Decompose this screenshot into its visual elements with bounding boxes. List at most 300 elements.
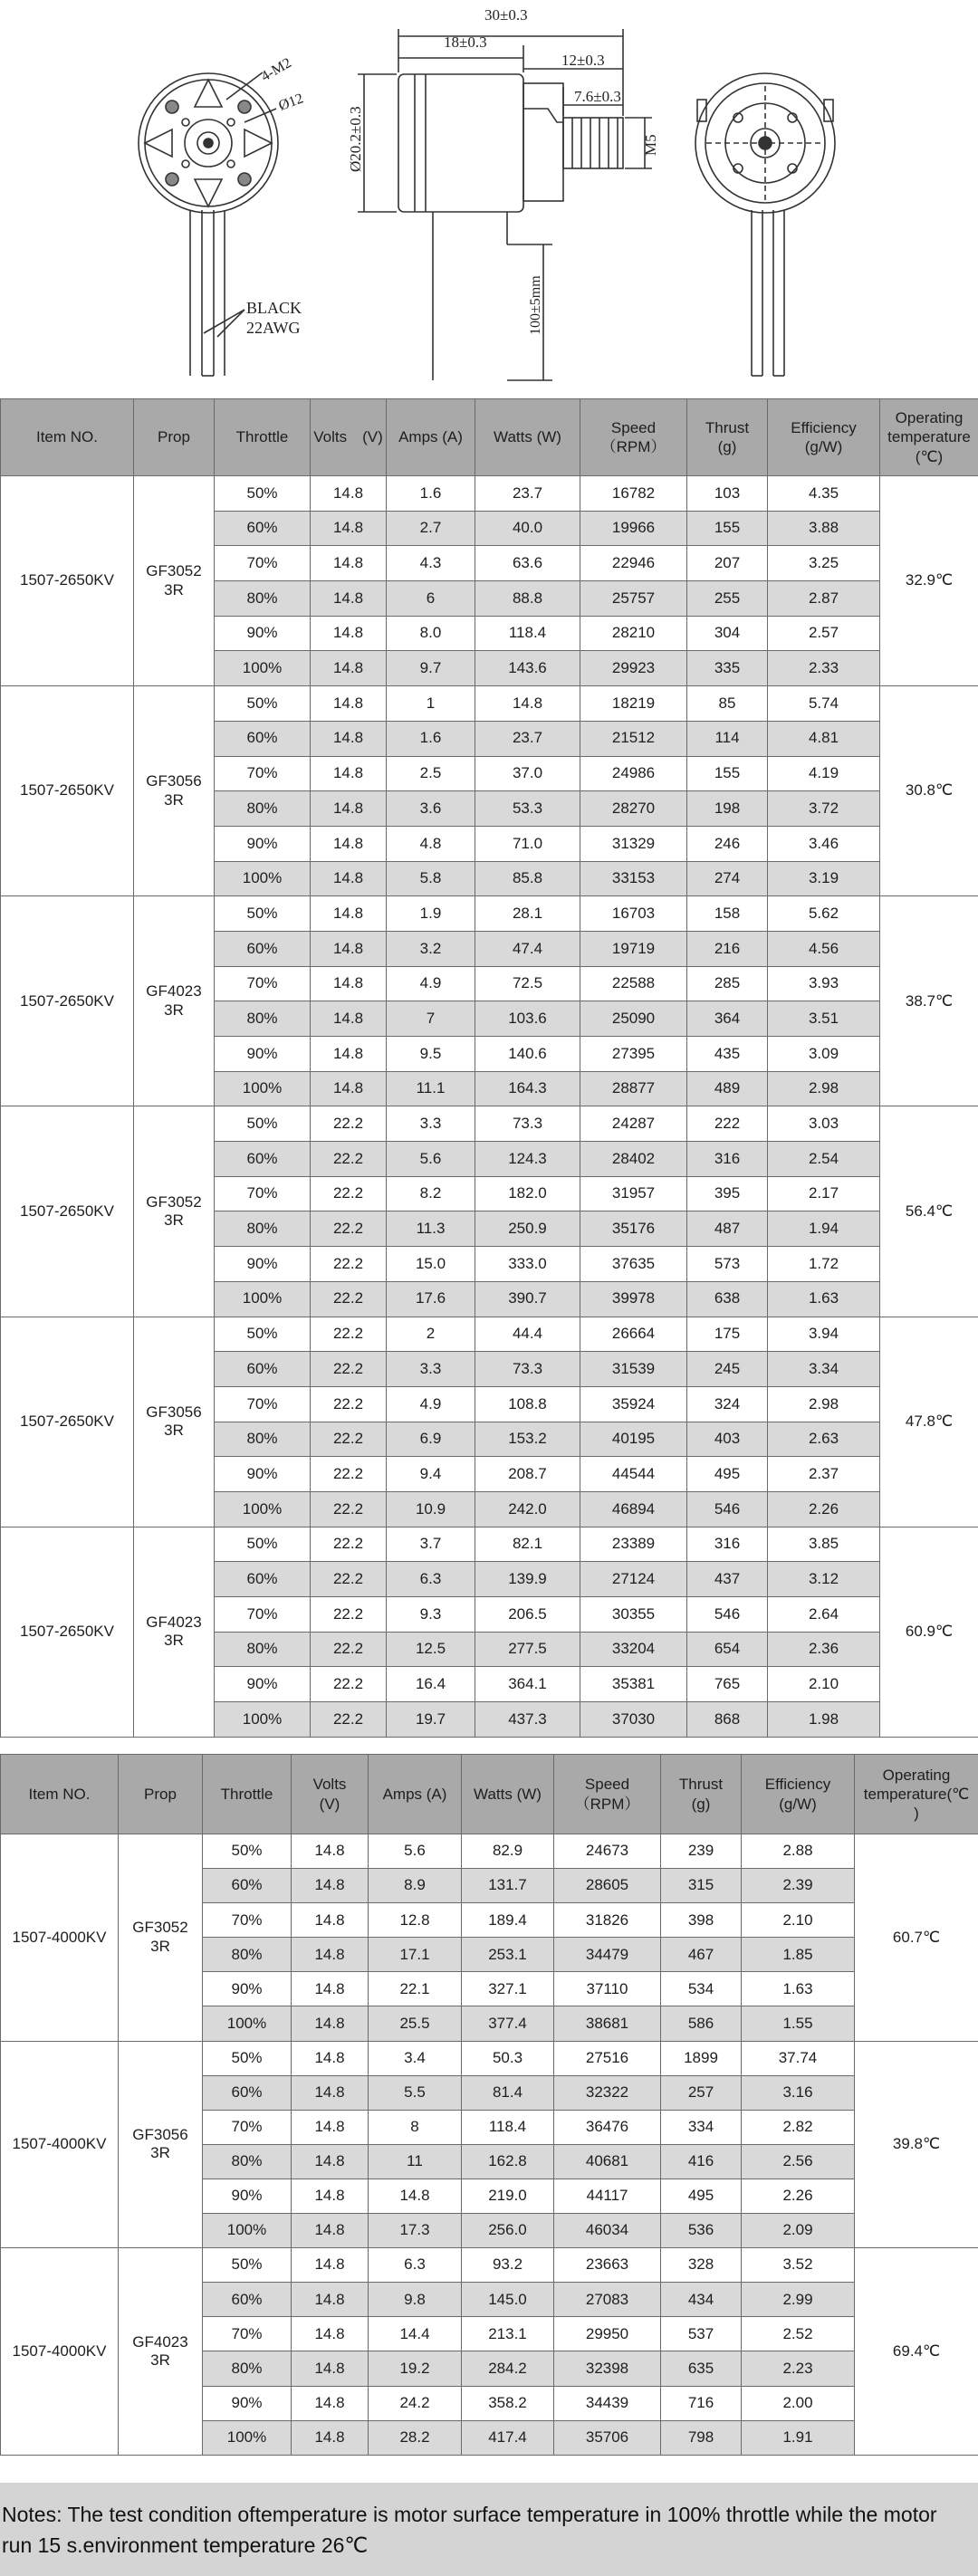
efficiency-cell: 2.10	[742, 1903, 855, 1938]
efficiency-cell: 5.74	[768, 686, 880, 722]
watts-cell: 44.4	[475, 1317, 580, 1352]
watts-cell: 277.5	[475, 1632, 580, 1667]
performance-table-2650kv	[0, 398, 978, 1738]
prop-cell: GF4023 3R	[134, 896, 215, 1106]
operating-temperature-cell: 47.8℃	[880, 1317, 978, 1527]
volts-cell: 22.2	[311, 1106, 387, 1142]
speed-cell: 28605	[554, 1869, 661, 1903]
watts-cell: 23.7	[475, 721, 580, 756]
watts-cell: 189.4	[462, 1903, 554, 1938]
watts-cell: 145.0	[462, 2283, 554, 2317]
throttle-cell: 80%	[215, 1632, 311, 1667]
column-header: Throttle	[215, 399, 311, 476]
watts-cell: 242.0	[475, 1491, 580, 1527]
thrust-cell: 487	[687, 1211, 768, 1247]
thrust-cell: 434	[661, 2283, 742, 2317]
volts-cell: 14.8	[292, 2248, 369, 2283]
efficiency-cell: 4.35	[768, 476, 880, 512]
thrust-cell: 416	[661, 2144, 742, 2179]
throttle-cell: 100%	[215, 1702, 311, 1738]
thrust-cell: 868	[687, 1702, 768, 1738]
amps-cell: 9.7	[387, 651, 475, 686]
amps-cell: 6	[387, 581, 475, 617]
amps-cell: 6.9	[387, 1422, 475, 1457]
amps-cell: 10.9	[387, 1491, 475, 1527]
throttle-cell: 90%	[203, 2386, 292, 2420]
dim-hole-circle-label: Ø12	[276, 91, 306, 114]
watts-cell: 37.0	[475, 756, 580, 791]
thrust-cell: 304	[687, 616, 768, 651]
table-row	[1, 1834, 978, 1869]
throttle-cell: 50%	[215, 1106, 311, 1142]
volts-cell: 14.8	[292, 2351, 369, 2386]
column-header: Thrust (g)	[661, 1755, 742, 1834]
table-row	[1, 896, 978, 932]
efficiency-cell: 2.64	[768, 1597, 880, 1633]
throttle-cell: 80%	[215, 1001, 311, 1037]
dim-thread: M5	[642, 134, 659, 156]
watts-cell: 82.1	[475, 1527, 580, 1562]
amps-cell: 17.6	[387, 1281, 475, 1317]
throttle-cell: 70%	[203, 2317, 292, 2351]
volts-cell: 14.8	[311, 966, 387, 1001]
amps-cell: 2.7	[387, 511, 475, 546]
column-header: Prop	[119, 1755, 203, 1834]
volts-cell: 22.2	[311, 1352, 387, 1387]
speed-cell: 35706	[554, 2420, 661, 2455]
volts-cell: 22.2	[311, 1386, 387, 1422]
table-row	[1, 1317, 978, 1352]
throttle-cell: 100%	[215, 651, 311, 686]
item-number-cell: 1507-2650KV	[1, 1106, 134, 1317]
efficiency-cell: 2.09	[742, 2214, 855, 2248]
amps-cell: 22.1	[369, 1972, 462, 2006]
speed-cell: 23663	[554, 2248, 661, 2283]
throttle-cell: 80%	[215, 791, 311, 827]
table-row	[1, 2041, 978, 2075]
efficiency-cell: 3.12	[768, 1562, 880, 1597]
speed-cell: 46894	[580, 1491, 687, 1527]
volts-cell: 22.2	[311, 1176, 387, 1211]
volts-cell: 14.8	[311, 791, 387, 827]
efficiency-cell: 3.93	[768, 966, 880, 1001]
column-header: Thrust (g)	[687, 399, 768, 476]
efficiency-cell: 1.91	[742, 2420, 855, 2455]
prop-cell: GF4023 3R	[134, 1527, 215, 1737]
throttle-cell: 70%	[215, 966, 311, 1001]
thrust-cell: 285	[687, 966, 768, 1001]
watts-cell: 208.7	[475, 1457, 580, 1492]
thrust-cell: 158	[687, 896, 768, 932]
thrust-cell: 246	[687, 826, 768, 861]
speed-cell: 30355	[580, 1597, 687, 1633]
amps-cell: 19.2	[369, 2351, 462, 2386]
watts-cell: 108.8	[475, 1386, 580, 1422]
volts-cell: 14.8	[311, 546, 387, 581]
throttle-cell: 70%	[203, 2110, 292, 2144]
speed-cell: 31826	[554, 1903, 661, 1938]
volts-cell: 14.8	[292, 2386, 369, 2420]
watts-cell: 53.3	[475, 791, 580, 827]
amps-cell: 12.8	[369, 1903, 462, 1938]
efficiency-cell: 1.72	[768, 1247, 880, 1282]
volts-cell: 22.2	[311, 1597, 387, 1633]
volts-cell: 14.8	[292, 2144, 369, 2179]
thrust-cell: 364	[687, 1001, 768, 1037]
throttle-cell: 80%	[215, 1422, 311, 1457]
operating-temperature-cell: 39.8℃	[855, 2041, 978, 2248]
item-number-cell: 1507-2650KV	[1, 686, 134, 896]
speed-cell: 46034	[554, 2214, 661, 2248]
volts-cell: 14.8	[292, 2283, 369, 2317]
volts-cell: 14.8	[311, 1071, 387, 1106]
column-header: Operating temperature (℃)	[880, 399, 978, 476]
thrust-cell: 586	[661, 2006, 742, 2041]
volts-cell: 22.2	[311, 1422, 387, 1457]
prop-cell: GF3052 3R	[119, 1834, 203, 2042]
throttle-cell: 90%	[215, 826, 311, 861]
efficiency-cell: 3.16	[742, 2075, 855, 2110]
item-number-cell: 1507-2650KV	[1, 1317, 134, 1527]
efficiency-cell: 3.94	[768, 1317, 880, 1352]
efficiency-cell: 2.00	[742, 2386, 855, 2420]
throttle-cell: 60%	[203, 2075, 292, 2110]
motor-side-view	[358, 29, 652, 380]
amps-cell: 2.5	[387, 756, 475, 791]
throttle-cell: 70%	[215, 1386, 311, 1422]
volts-cell: 14.8	[311, 861, 387, 896]
volts-cell: 14.8	[292, 1834, 369, 1869]
throttle-cell: 60%	[215, 1562, 311, 1597]
volts-cell: 14.8	[292, 2317, 369, 2351]
watts-cell: 364.1	[475, 1667, 580, 1702]
speed-cell: 16782	[580, 476, 687, 512]
column-header: Watts (W)	[462, 1755, 554, 1834]
speed-cell: 35176	[580, 1211, 687, 1247]
throttle-cell: 90%	[203, 2179, 292, 2213]
throttle-cell: 70%	[215, 1176, 311, 1211]
thrust-cell: 495	[687, 1457, 768, 1492]
table-header-row	[1, 1755, 978, 1834]
efficiency-cell: 3.51	[768, 1001, 880, 1037]
speed-cell: 27516	[554, 2041, 661, 2075]
dim-lead-length: 100±5mm	[528, 275, 543, 335]
efficiency-cell: 4.81	[768, 721, 880, 756]
wire-color-label: BLACK	[246, 299, 302, 317]
watts-cell: 14.8	[475, 686, 580, 722]
throttle-cell: 100%	[203, 2006, 292, 2041]
thrust-cell: 114	[687, 721, 768, 756]
thrust-cell: 398	[661, 1903, 742, 1938]
volts-cell: 14.8	[311, 651, 387, 686]
amps-cell: 5.6	[369, 1834, 462, 1869]
thrust-cell: 103	[687, 476, 768, 512]
amps-cell: 7	[387, 1001, 475, 1037]
amps-cell: 3.6	[387, 791, 475, 827]
speed-cell: 33153	[580, 861, 687, 896]
thrust-cell: 765	[687, 1667, 768, 1702]
prop-cell: GF3056 3R	[134, 1317, 215, 1527]
thrust-cell: 1899	[661, 2041, 742, 2075]
thrust-cell: 546	[687, 1597, 768, 1633]
amps-cell: 6.3	[387, 1562, 475, 1597]
amps-cell: 15.0	[387, 1247, 475, 1282]
watts-cell: 250.9	[475, 1211, 580, 1247]
volts-cell: 14.8	[292, 2110, 369, 2144]
speed-cell: 24287	[580, 1106, 687, 1142]
amps-cell: 9.5	[387, 1037, 475, 1072]
thrust-cell: 798	[661, 2420, 742, 2455]
speed-cell: 37030	[580, 1702, 687, 1738]
thrust-cell: 198	[687, 791, 768, 827]
thrust-cell: 435	[687, 1037, 768, 1072]
speed-cell: 28210	[580, 616, 687, 651]
volts-cell: 14.8	[311, 931, 387, 966]
throttle-cell: 90%	[215, 1457, 311, 1492]
speed-cell: 28402	[580, 1142, 687, 1177]
watts-cell: 390.7	[475, 1281, 580, 1317]
amps-cell: 1.9	[387, 896, 475, 932]
efficiency-cell: 2.17	[768, 1176, 880, 1211]
speed-cell: 27124	[580, 1562, 687, 1597]
speed-cell: 36476	[554, 2110, 661, 2144]
amps-cell: 9.3	[387, 1597, 475, 1633]
throttle-cell: 50%	[203, 2041, 292, 2075]
watts-cell: 131.7	[462, 1869, 554, 1903]
thrust-cell: 335	[687, 651, 768, 686]
efficiency-cell: 1.63	[768, 1281, 880, 1317]
efficiency-cell: 1.63	[742, 1972, 855, 2006]
thrust-cell: 467	[661, 1938, 742, 1972]
watts-cell: 103.6	[475, 1001, 580, 1037]
item-number-cell: 1507-2650KV	[1, 1527, 134, 1737]
throttle-cell: 60%	[203, 2283, 292, 2317]
efficiency-cell: 1.94	[768, 1211, 880, 1247]
volts-cell: 14.8	[311, 826, 387, 861]
volts-cell: 22.2	[311, 1247, 387, 1282]
throttle-cell: 100%	[215, 1071, 311, 1106]
watts-cell: 81.4	[462, 2075, 554, 2110]
efficiency-cell: 2.10	[768, 1667, 880, 1702]
column-header: Amps (A)	[387, 399, 475, 476]
operating-temperature-cell: 60.7℃	[855, 1834, 978, 2042]
dim-body-length: 18±0.3	[444, 34, 487, 51]
thrust-cell: 324	[687, 1386, 768, 1422]
amps-cell: 11.3	[387, 1211, 475, 1247]
watts-cell: 118.4	[475, 616, 580, 651]
dim-holes-label: 4-M2	[258, 54, 294, 85]
amps-cell: 1.6	[387, 721, 475, 756]
throttle-cell: 90%	[203, 1972, 292, 2006]
efficiency-cell: 1.55	[742, 2006, 855, 2041]
throttle-cell: 90%	[215, 1037, 311, 1072]
thrust-cell: 638	[687, 1281, 768, 1317]
speed-cell: 28877	[580, 1071, 687, 1106]
amps-cell: 17.1	[369, 1938, 462, 1972]
efficiency-cell: 2.99	[742, 2283, 855, 2317]
speed-cell: 37635	[580, 1247, 687, 1282]
thrust-cell: 175	[687, 1317, 768, 1352]
column-header: Efficiency (g/W)	[742, 1755, 855, 1834]
volts-cell: 22.2	[311, 1632, 387, 1667]
thrust-cell: 85	[687, 686, 768, 722]
speed-cell: 21512	[580, 721, 687, 756]
speed-cell: 22588	[580, 966, 687, 1001]
thrust-cell: 334	[661, 2110, 742, 2144]
motor-drawing	[0, 0, 978, 398]
throttle-cell: 60%	[215, 721, 311, 756]
efficiency-cell: 2.98	[768, 1386, 880, 1422]
watts-cell: 253.1	[462, 1938, 554, 1972]
speed-cell: 44544	[580, 1457, 687, 1492]
speed-cell: 29950	[554, 2317, 661, 2351]
efficiency-cell: 4.56	[768, 931, 880, 966]
amps-cell: 8.9	[369, 1869, 462, 1903]
item-number-cell: 1507-4000KV	[1, 2248, 119, 2456]
volts-cell: 14.8	[292, 2420, 369, 2455]
watts-cell: 72.5	[475, 966, 580, 1001]
speed-cell: 18219	[580, 686, 687, 722]
thrust-cell: 573	[687, 1247, 768, 1282]
amps-cell: 2	[387, 1317, 475, 1352]
speed-cell: 40195	[580, 1422, 687, 1457]
amps-cell: 5.5	[369, 2075, 462, 2110]
thrust-cell: 716	[661, 2386, 742, 2420]
watts-cell: 256.0	[462, 2214, 554, 2248]
throttle-cell: 100%	[215, 861, 311, 896]
efficiency-cell: 3.72	[768, 791, 880, 827]
thrust-cell: 255	[687, 581, 768, 617]
efficiency-cell: 2.98	[768, 1071, 880, 1106]
throttle-cell: 90%	[215, 616, 311, 651]
speed-cell: 19719	[580, 931, 687, 966]
speed-cell: 27083	[554, 2283, 661, 2317]
thrust-cell: 635	[661, 2351, 742, 2386]
amps-cell: 9.4	[387, 1457, 475, 1492]
volts-cell: 14.8	[292, 1903, 369, 1938]
speed-cell: 29923	[580, 651, 687, 686]
efficiency-cell: 3.88	[768, 511, 880, 546]
efficiency-cell: 3.34	[768, 1352, 880, 1387]
watts-cell: 124.3	[475, 1142, 580, 1177]
speed-cell: 34439	[554, 2386, 661, 2420]
throttle-cell: 60%	[215, 1352, 311, 1387]
speed-cell: 34479	[554, 1938, 661, 1972]
amps-cell: 4.9	[387, 1386, 475, 1422]
dim-diameter: Ø20.2±0.3	[347, 106, 364, 172]
amps-cell: 12.5	[387, 1632, 475, 1667]
amps-cell: 4.3	[387, 546, 475, 581]
volts-cell: 14.8	[292, 1938, 369, 1972]
speed-cell: 28270	[580, 791, 687, 827]
column-header: Speed （RPM）	[554, 1755, 661, 1834]
watts-cell: 206.5	[475, 1597, 580, 1633]
efficiency-cell: 2.56	[742, 2144, 855, 2179]
throttle-cell: 50%	[203, 2248, 292, 2283]
motor-top-view	[695, 73, 835, 376]
thrust-cell: 489	[687, 1071, 768, 1106]
amps-cell: 1.6	[387, 476, 475, 512]
wire-gauge-label: 22AWG	[246, 319, 301, 337]
efficiency-cell: 2.88	[742, 1834, 855, 1869]
speed-cell: 32322	[554, 2075, 661, 2110]
watts-cell: 50.3	[462, 2041, 554, 2075]
throttle-cell: 50%	[215, 1527, 311, 1562]
efficiency-cell: 2.39	[742, 1869, 855, 1903]
throttle-cell: 80%	[215, 581, 311, 617]
amps-cell: 14.8	[369, 2179, 462, 2213]
volts-cell: 14.8	[292, 2006, 369, 2041]
speed-cell: 25757	[580, 581, 687, 617]
thrust-cell: 316	[687, 1527, 768, 1562]
speed-cell: 19966	[580, 511, 687, 546]
watts-cell: 139.9	[475, 1562, 580, 1597]
column-header: Throttle	[203, 1755, 292, 1834]
volts-cell: 14.8	[311, 721, 387, 756]
efficiency-cell: 2.57	[768, 616, 880, 651]
amps-cell: 25.5	[369, 2006, 462, 2041]
watts-cell: 333.0	[475, 1247, 580, 1282]
amps-cell: 5.8	[387, 861, 475, 896]
amps-cell: 1	[387, 686, 475, 722]
amps-cell: 4.8	[387, 826, 475, 861]
watts-cell: 82.9	[462, 1834, 554, 1869]
watts-cell: 437.3	[475, 1702, 580, 1738]
amps-cell: 8.0	[387, 616, 475, 651]
amps-cell: 3.2	[387, 931, 475, 966]
table-row	[1, 1106, 978, 1142]
watts-cell: 213.1	[462, 2317, 554, 2351]
volts-cell: 14.8	[311, 581, 387, 617]
thrust-cell: 222	[687, 1106, 768, 1142]
speed-cell: 44117	[554, 2179, 661, 2213]
thrust-cell: 257	[661, 2075, 742, 2110]
thrust-cell: 654	[687, 1632, 768, 1667]
amps-cell: 19.7	[387, 1702, 475, 1738]
throttle-cell: 70%	[215, 1597, 311, 1633]
amps-cell: 24.2	[369, 2386, 462, 2420]
throttle-cell: 60%	[215, 931, 311, 966]
thrust-cell: 536	[661, 2214, 742, 2248]
efficiency-cell: 2.87	[768, 581, 880, 617]
item-number-cell: 1507-4000KV	[1, 2041, 119, 2248]
prop-cell: GF3052 3R	[134, 476, 215, 686]
volts-cell: 14.8	[311, 756, 387, 791]
efficiency-cell: 4.19	[768, 756, 880, 791]
efficiency-cell: 3.19	[768, 861, 880, 896]
amps-cell: 8.2	[387, 1176, 475, 1211]
throttle-cell: 50%	[215, 686, 311, 722]
watts-cell: 358.2	[462, 2386, 554, 2420]
throttle-cell: 60%	[215, 511, 311, 546]
efficiency-cell: 2.26	[742, 2179, 855, 2213]
efficiency-cell: 2.54	[768, 1142, 880, 1177]
dim-thread-length: 7.6±0.3	[574, 88, 621, 105]
throttle-cell: 80%	[215, 1211, 311, 1247]
item-number-cell: 1507-2650KV	[1, 476, 134, 686]
efficiency-cell: 5.62	[768, 896, 880, 932]
throttle-cell: 80%	[203, 1938, 292, 1972]
watts-cell: 85.8	[475, 861, 580, 896]
throttle-cell: 70%	[215, 756, 311, 791]
amps-cell: 16.4	[387, 1667, 475, 1702]
thrust-cell: 216	[687, 931, 768, 966]
watts-cell: 73.3	[475, 1106, 580, 1142]
operating-temperature-cell: 56.4℃	[880, 1106, 978, 1317]
watts-cell: 93.2	[462, 2248, 554, 2283]
operating-temperature-cell: 38.7℃	[880, 896, 978, 1106]
efficiency-cell: 2.33	[768, 651, 880, 686]
